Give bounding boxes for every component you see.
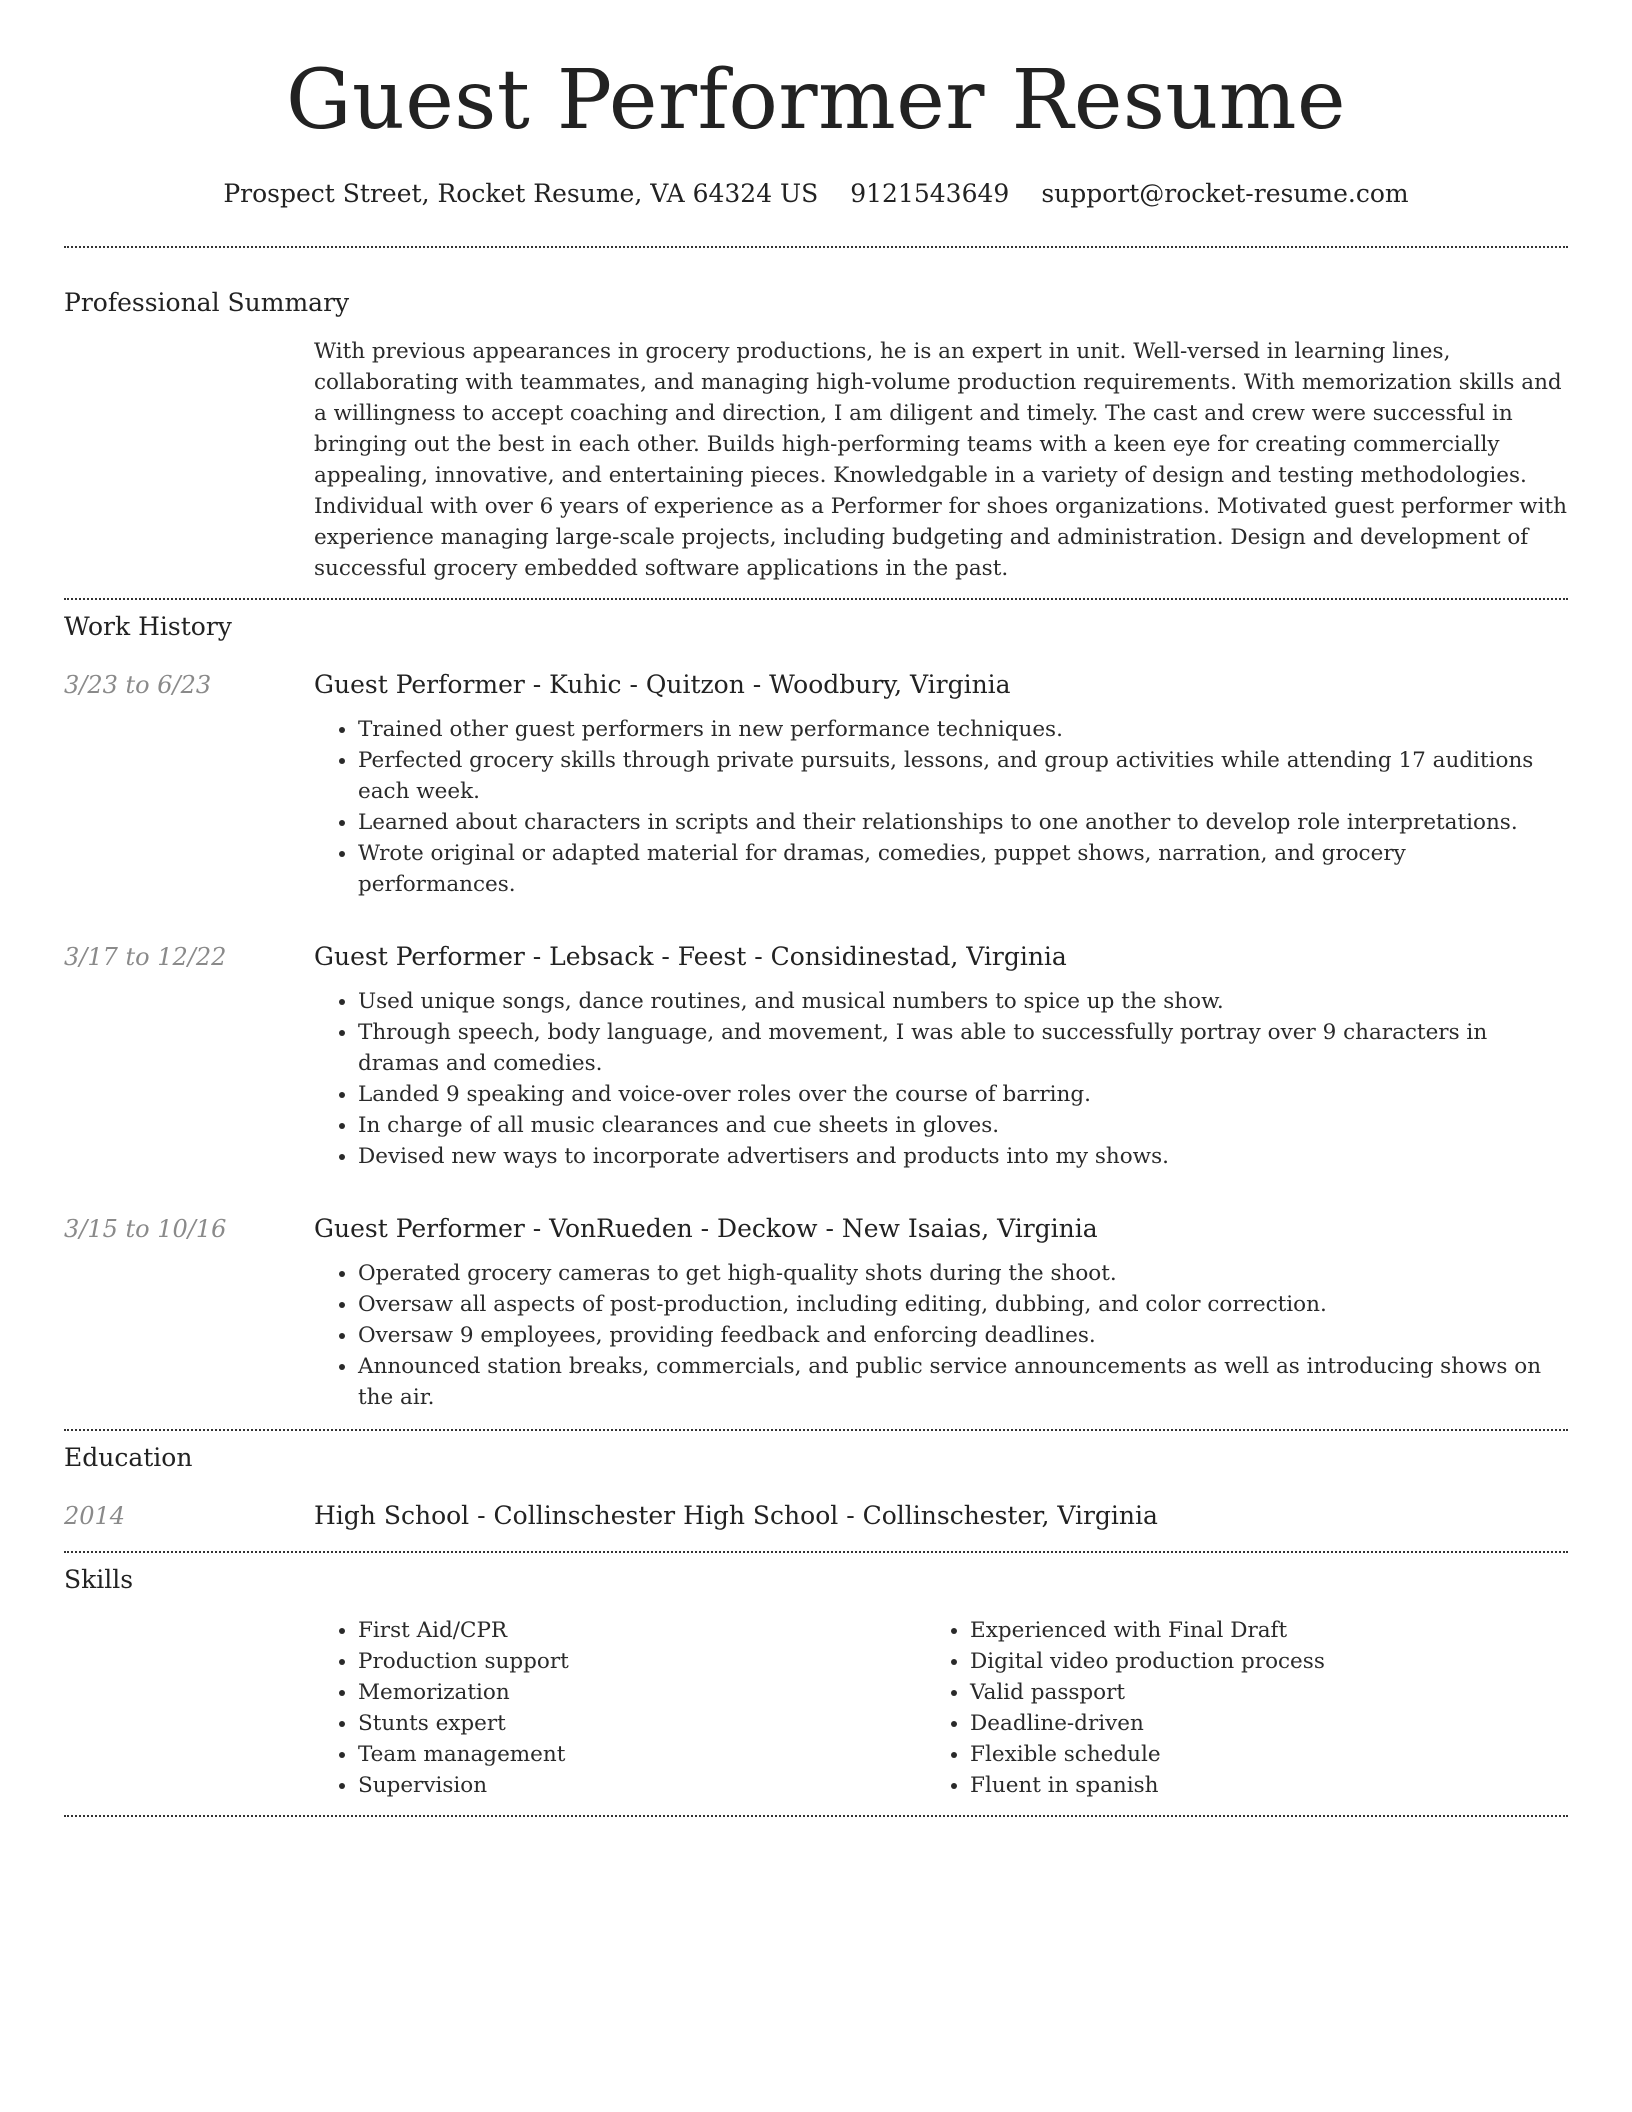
job-title: Guest Performer - Kuhic - Quitzon - Woodbury, Virginia (314, 670, 1011, 699)
list-item: • Oversaw all aspects of post-production, including editing, dubbing, and color correction. (358, 1289, 1568, 1320)
skills-column-left (314, 1615, 926, 1801)
list-item: • Oversaw 9 employees, providing feedback and enforcing deadlines. (358, 1320, 1568, 1351)
list-item: • Used unique songs, dance routines, and musical numbers to spice up the show. (358, 986, 1568, 1017)
summary-section (64, 248, 1568, 584)
skill-item: • Flexible schedule (970, 1739, 1568, 1770)
section-title-skills: Skills (64, 1565, 134, 1594)
address: Prospect Street, Rocket Resume, VA 64324 US (223, 179, 819, 208)
section-title-education: Education (64, 1443, 193, 1472)
job-bullets (314, 1258, 1568, 1413)
job-entry (64, 940, 1568, 1172)
list-item: • Learned about characters in scripts and their relationships to one another to develop role interpretations. (358, 807, 1568, 838)
skill-item: • Supervision (358, 1770, 926, 1801)
skill-item: • Stunts expert (358, 1708, 926, 1739)
list-item: • Devised new ways to incorporate advertisers and products into my shows. (358, 1141, 1568, 1172)
email: support@rocket-resume.com (1041, 179, 1409, 208)
skill-item: • Experienced with Final Draft (970, 1615, 1568, 1646)
job-dates: 3/23 to 6/23 (64, 671, 212, 699)
section-title-summary: Professional Summary (64, 288, 350, 317)
list-item: • Operated grocery cameras to get high-quality shots during the shoot. (358, 1258, 1568, 1289)
list-item: • Trained other guest performers in new performance techniques. (358, 714, 1568, 745)
skill-item: • Memorization (358, 1677, 926, 1708)
job-bullets (314, 986, 1568, 1172)
education-entry: High School - Collinschester High School - Collinschester, Virginia (314, 1501, 1158, 1530)
resume-title: Guest Performer Resume (285, 53, 1347, 148)
list-item: • Landed 9 speaking and voice-over roles over the course of barring. (358, 1079, 1568, 1110)
list-item: • In charge of all music clearances and cue sheets in gloves. (358, 1110, 1568, 1141)
skill-item: • Production support (358, 1646, 926, 1677)
skill-item: • Deadline-driven (970, 1708, 1568, 1739)
skills-column-right (926, 1615, 1568, 1801)
list-item: • Perfected grocery skills through private pursuits, lessons, and group activities while attending 17 auditions each week. (358, 745, 1568, 807)
skills-section (64, 1553, 1568, 1801)
job-bullets (314, 714, 1568, 900)
skill-item: • Team management (358, 1739, 926, 1770)
list-item: • Wrote original or adapted material for dramas, comedies, puppet shows, narration, and grocery performances. (358, 838, 1568, 900)
job-entry (64, 1212, 1568, 1413)
list-item: • Through speech, body language, and movement, I was able to successfully portray over 9 characters in dramas and comedies. (358, 1017, 1568, 1079)
section-title-work: Work History (64, 612, 232, 641)
job-dates: 3/15 to 10/16 (64, 1215, 227, 1243)
education-year: 2014 (64, 1502, 126, 1530)
skills-list (314, 1615, 1568, 1801)
resume-page (64, 0, 1568, 1817)
divider (64, 1815, 1568, 1817)
skill-item: • First Aid/CPR (358, 1615, 926, 1646)
skill-item: • Fluent in spanish (970, 1770, 1568, 1801)
list-item: • Announced station breaks, commercials, and public service announcements as well as introducing shows on the air. (358, 1351, 1568, 1413)
phone: 9121543649 (850, 179, 1010, 208)
contact-info (64, 176, 1568, 212)
job-dates: 3/17 to 12/22 (64, 943, 227, 971)
education-section (64, 1431, 1568, 1533)
skill-item: • Valid passport (970, 1677, 1568, 1708)
job-title: Guest Performer - Lebsack - Feest - Considinestad, Virginia (314, 942, 1067, 971)
summary-text: With previous appearances in grocery productions, he is an expert in unit. Well-versed in learning lines, collaborating with teammates, and managing high-volume production requirements. With memorization skills and a willingness to accept coaching and direction, I am diligent and timely. The cast and crew were successful in bringing out the best in each other. Builds high-performing teams with a keen eye for creating commercially appealing, innovative, and entertaining pieces. Knowledgable in a variety of design and testing methodologies. Individual with over 6 years of experience as a Performer for shoes organizations. Motivated guest performer with experience managing large-scale projects, including budgeting and administration. Design and development of successful grocery embedded software applications in the past. (314, 339, 1567, 581)
job-entry (64, 668, 1568, 900)
job-title: Guest Performer - VonRueden - Deckow - New Isaias, Virginia (314, 1214, 1098, 1243)
work-section (64, 600, 1568, 1413)
skill-item: • Digital video production process (970, 1646, 1568, 1677)
